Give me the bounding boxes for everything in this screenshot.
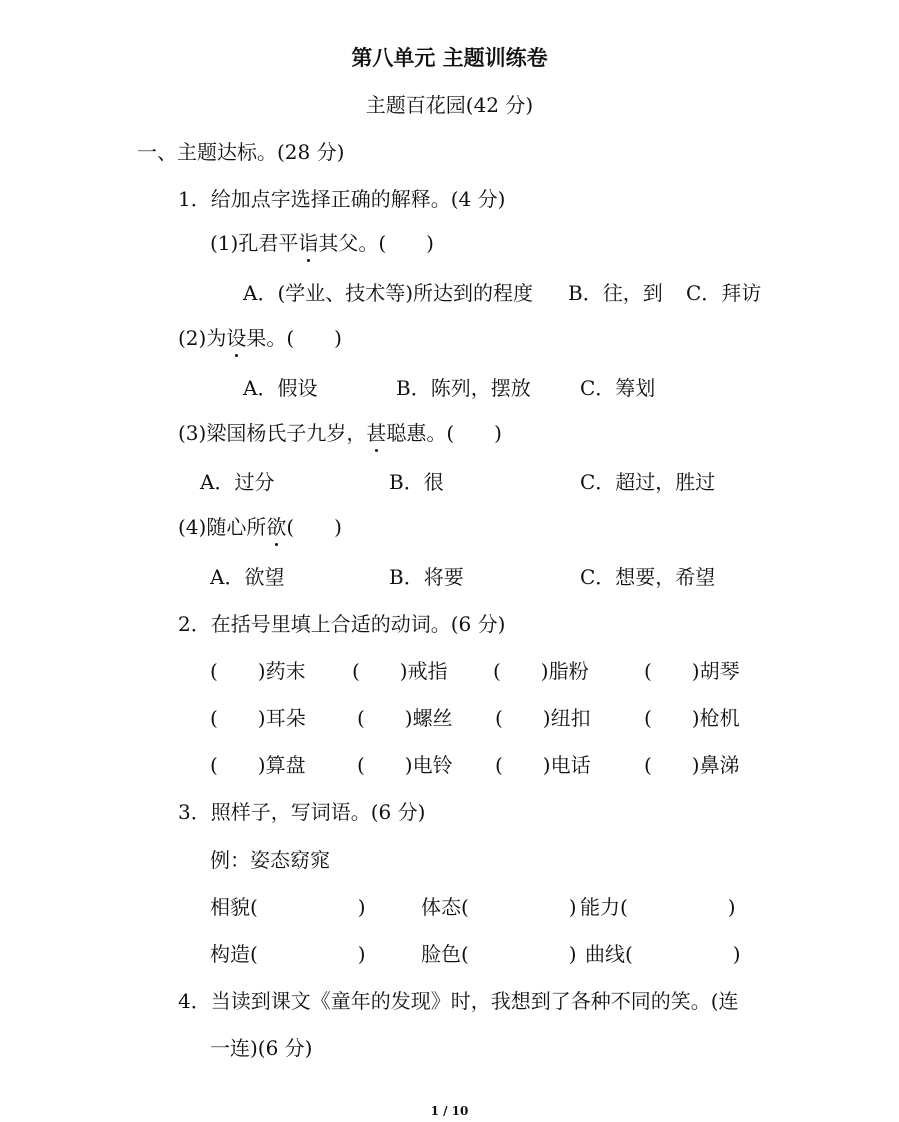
question-4-stem-cont: 一连)(6 分): [210, 1036, 313, 1060]
dotted-char: 欲: [266, 515, 287, 539]
option-b: B．往，到: [568, 281, 663, 305]
option-c: C．拜访: [686, 281, 762, 305]
page-number: 1 / 10: [430, 1104, 469, 1118]
blank-row-2-2: ( )螺丝: [357, 706, 453, 730]
option-a: A．过分: [200, 470, 275, 494]
word-blank: 体态( ): [421, 895, 577, 919]
option-a: A．假设: [243, 376, 318, 400]
dotted-char: 诣: [298, 231, 319, 255]
blank-row-2-3: ( )纽扣: [495, 706, 591, 730]
option-a: A．(学业、技术等)所达到的程度: [243, 281, 534, 305]
blank-row-3-3: ( )电话: [495, 753, 591, 777]
word-blank: 脸色( ): [421, 942, 577, 966]
blank-row-3-1: ( )算盘: [210, 753, 306, 777]
blank-row-3-4: ( )鼻涕: [644, 753, 740, 777]
question-1-item-3: (3)梁国杨氏子九岁，甚聪惠。( ): [178, 421, 502, 445]
dotted-char: 设: [226, 326, 247, 350]
blank-row-3-2: ( )电铃: [357, 753, 453, 777]
page-title: 第八单元 主题训练卷: [351, 45, 548, 70]
option-b: B．将要: [389, 565, 464, 589]
blank-row-2-1: ( )耳朵: [210, 706, 306, 730]
question-4-stem: 4．当读到课文《童年的发现》时，我想到了各种不同的笑。(连: [178, 989, 739, 1013]
question-1-item-4: (4)随心所欲( ): [178, 515, 342, 539]
word-blank: 曲线( ): [585, 942, 741, 966]
question-1-item-2: (2)为设果。( ): [178, 326, 342, 350]
word-blank: 构造( ): [210, 942, 366, 966]
option-b: B．很: [389, 470, 444, 494]
word-blank: 相貌( ): [210, 895, 366, 919]
blank-row-1-4: ( )胡琴: [644, 659, 740, 683]
page-subtitle: 主题百花园(42 分): [365, 93, 534, 117]
question-3-example: 例：姿态窈窕: [210, 848, 330, 872]
question-3-stem: 3．照样子，写词语。(6 分): [178, 800, 426, 824]
question-1-item-1: (1)孔君平诣其父。( ): [210, 231, 434, 255]
question-1-stem: 1．给加点字选择正确的解释。(4 分): [178, 187, 506, 211]
blank-row-1-3: ( )脂粉: [493, 659, 589, 683]
blank-row-2-4: ( )枪机: [644, 706, 740, 730]
option-a: A．欲望: [210, 565, 285, 589]
option-c: C．筹划: [580, 376, 656, 400]
question-2-stem: 2．在括号里填上合适的动词。(6 分): [178, 612, 506, 636]
dotted-char: 甚: [366, 421, 387, 445]
section-heading: 一、主题达标。(28 分): [137, 140, 345, 164]
word-blank: 能力( ): [580, 895, 736, 919]
option-c: C．想要，希望: [580, 565, 716, 589]
blank-row-1-1: ( )药末: [210, 659, 306, 683]
option-c: C．超过，胜过: [580, 470, 716, 494]
option-b: B．陈列，摆放: [396, 376, 531, 400]
blank-row-1-2: ( )戒指: [352, 659, 448, 683]
